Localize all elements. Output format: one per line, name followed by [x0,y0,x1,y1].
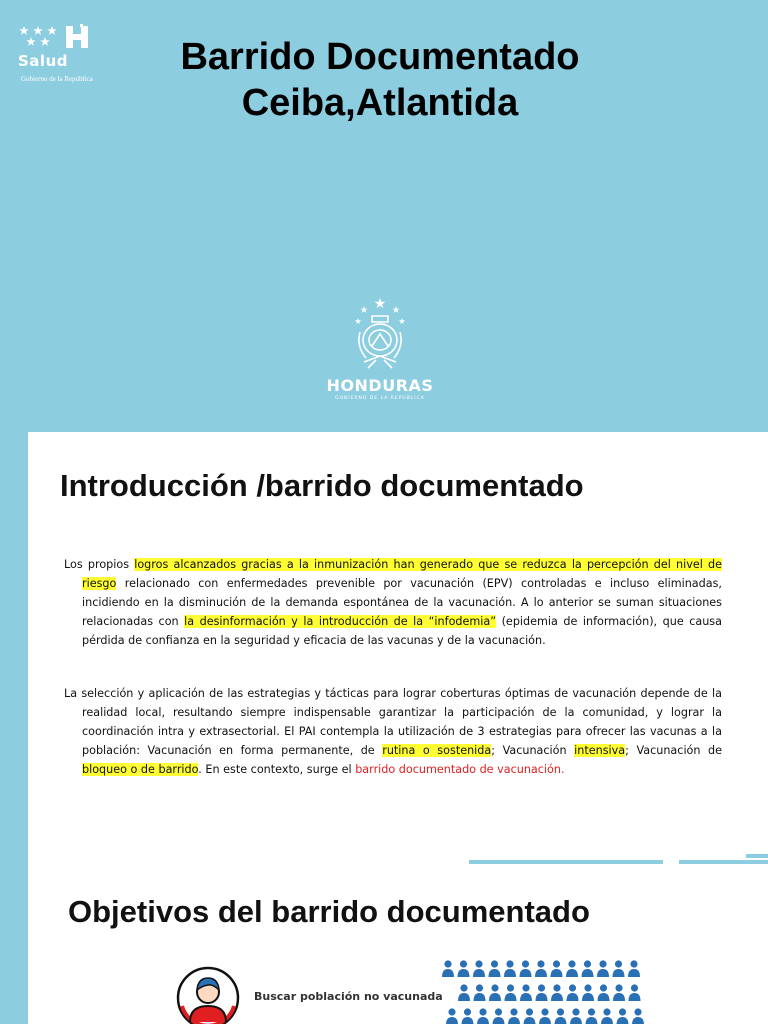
crowd-person-icon [493,1008,505,1024]
p2-text-c: ; Vacunación de [625,744,723,757]
p2-red-text: barrido documentado de vacunación. [355,763,565,776]
crowd-person-icon [598,984,610,1001]
p1-text-c: (epidemia de información), que causa pérdida de confianza en la seguridad y eficacia de las vacunas y de la vacunación. [82,615,722,647]
crowd-person-icon [505,984,517,1001]
crowd-person-icon [520,984,532,1001]
crowd-person-icon [489,984,501,1001]
crowd-person-icon [458,960,470,977]
crowd-person-icon [524,1008,536,1024]
crowd-person-icon [601,1008,613,1024]
crowd-person-icon [504,960,516,977]
honduras-subtitle: GOBIERNO DE LA REPÚBLICA [335,396,425,401]
crowd-person-icon [458,984,470,1001]
crowd-person-icon [582,984,594,1001]
person-icon [176,966,240,1024]
crowd-person-icon [473,960,485,977]
cover-title-line2: Ceiba,Atlantida [241,82,519,124]
crowd-person-icon [551,960,563,977]
p1-text-b: relacionado con enfermedades prevenible por vacunación (EPV) controladas e incluso eliminadas, incidiendo en la disminución de la demanda espontánea de la vacunación. A lo anterior se suman situaciones relacionadas con [82,577,722,628]
intro-heading: Introducción /barrido documentado [60,468,584,503]
cover-title [100,34,660,126]
crowd-person-icon [597,960,609,977]
crowd-person-icon [508,1008,520,1024]
honduras-coat-of-arms-icon [350,296,410,374]
crowd-person-icon [582,960,594,977]
objectives-heading: Objetivos del barrido documentado [68,894,590,929]
crowd-person-icon [462,1008,474,1024]
p2-text-b: ; Vacunación [491,744,575,757]
p2-highlight-3: bloqueo o de barrido [82,763,199,776]
crowd-person-icon [520,960,532,977]
crowd-person-icon [555,1008,567,1024]
crowd-person-icon [551,984,563,1001]
p2-highlight-2: intensiva [574,744,626,757]
honduras-wordmark: HONDURAS [326,376,434,395]
p2-text-a: La selección y aplicación de las estrategias y tácticas para lograr coberturas óptimas de vacunación depende de la realidad local, resultando siempre indispensable garantizar la participación de la comunidad, y lograr la coordinación intra y extrasectorial. El PAI contempla la utilización de 3 estrategias para ofrecer las vacunas a la población: Vacunación en forma permanente, de [64,687,722,757]
divider-bar [746,854,768,858]
crowd-person-icon [617,1008,629,1024]
p2-highlight-1: rutina o sostenida [382,744,492,757]
crowd-person-icon [613,984,625,1001]
crowd-person-icon [628,960,640,977]
crowd-person-icon [535,960,547,977]
p1-highlight-1: logros alcanzados gracias a la inmunización han generado que se reduzca la percepción del nivel de riesgo [82,558,722,590]
intro-paragraph-2 [64,684,722,779]
crowd-person-icon [567,984,579,1001]
crowd-person-icon [442,960,454,977]
objective-item-label: Buscar población no vacunada [254,990,443,1003]
crowd-person-icon [632,1008,644,1024]
p1-text-a: Los propios [64,558,135,571]
cover-slide [0,0,768,432]
crowd-person-icon [570,1008,582,1024]
salud-wordmark: Salud [18,52,68,70]
crowd-person-icon [477,1008,489,1024]
cover-title-line1: Barrido Documentado [180,36,580,78]
crowd-person-icon [446,1008,458,1024]
crowd-person-icon [539,1008,551,1024]
p1-highlight-2: la desinformación y la introducción de la “infodemia” [184,615,497,628]
crowd-icon [440,958,650,1024]
divider-bar [469,860,663,864]
crowd-person-icon [586,1008,598,1024]
p2-text-d: . En este contexto, surge el [198,763,356,776]
crowd-person-icon [566,960,578,977]
crowd-person-icon [536,984,548,1001]
crowd-person-icon [629,984,641,1001]
salud-subtitle: Gobierno de la República [21,75,93,83]
divider-bar [679,860,768,864]
crowd-person-icon [613,960,625,977]
intro-paragraph-1 [64,555,722,650]
slide-edge-decoration [0,432,4,1024]
h-letter-icon [64,24,90,50]
crowd-person-icon [489,960,501,977]
crowd-person-icon [474,984,486,1001]
stars-icon [18,24,62,50]
